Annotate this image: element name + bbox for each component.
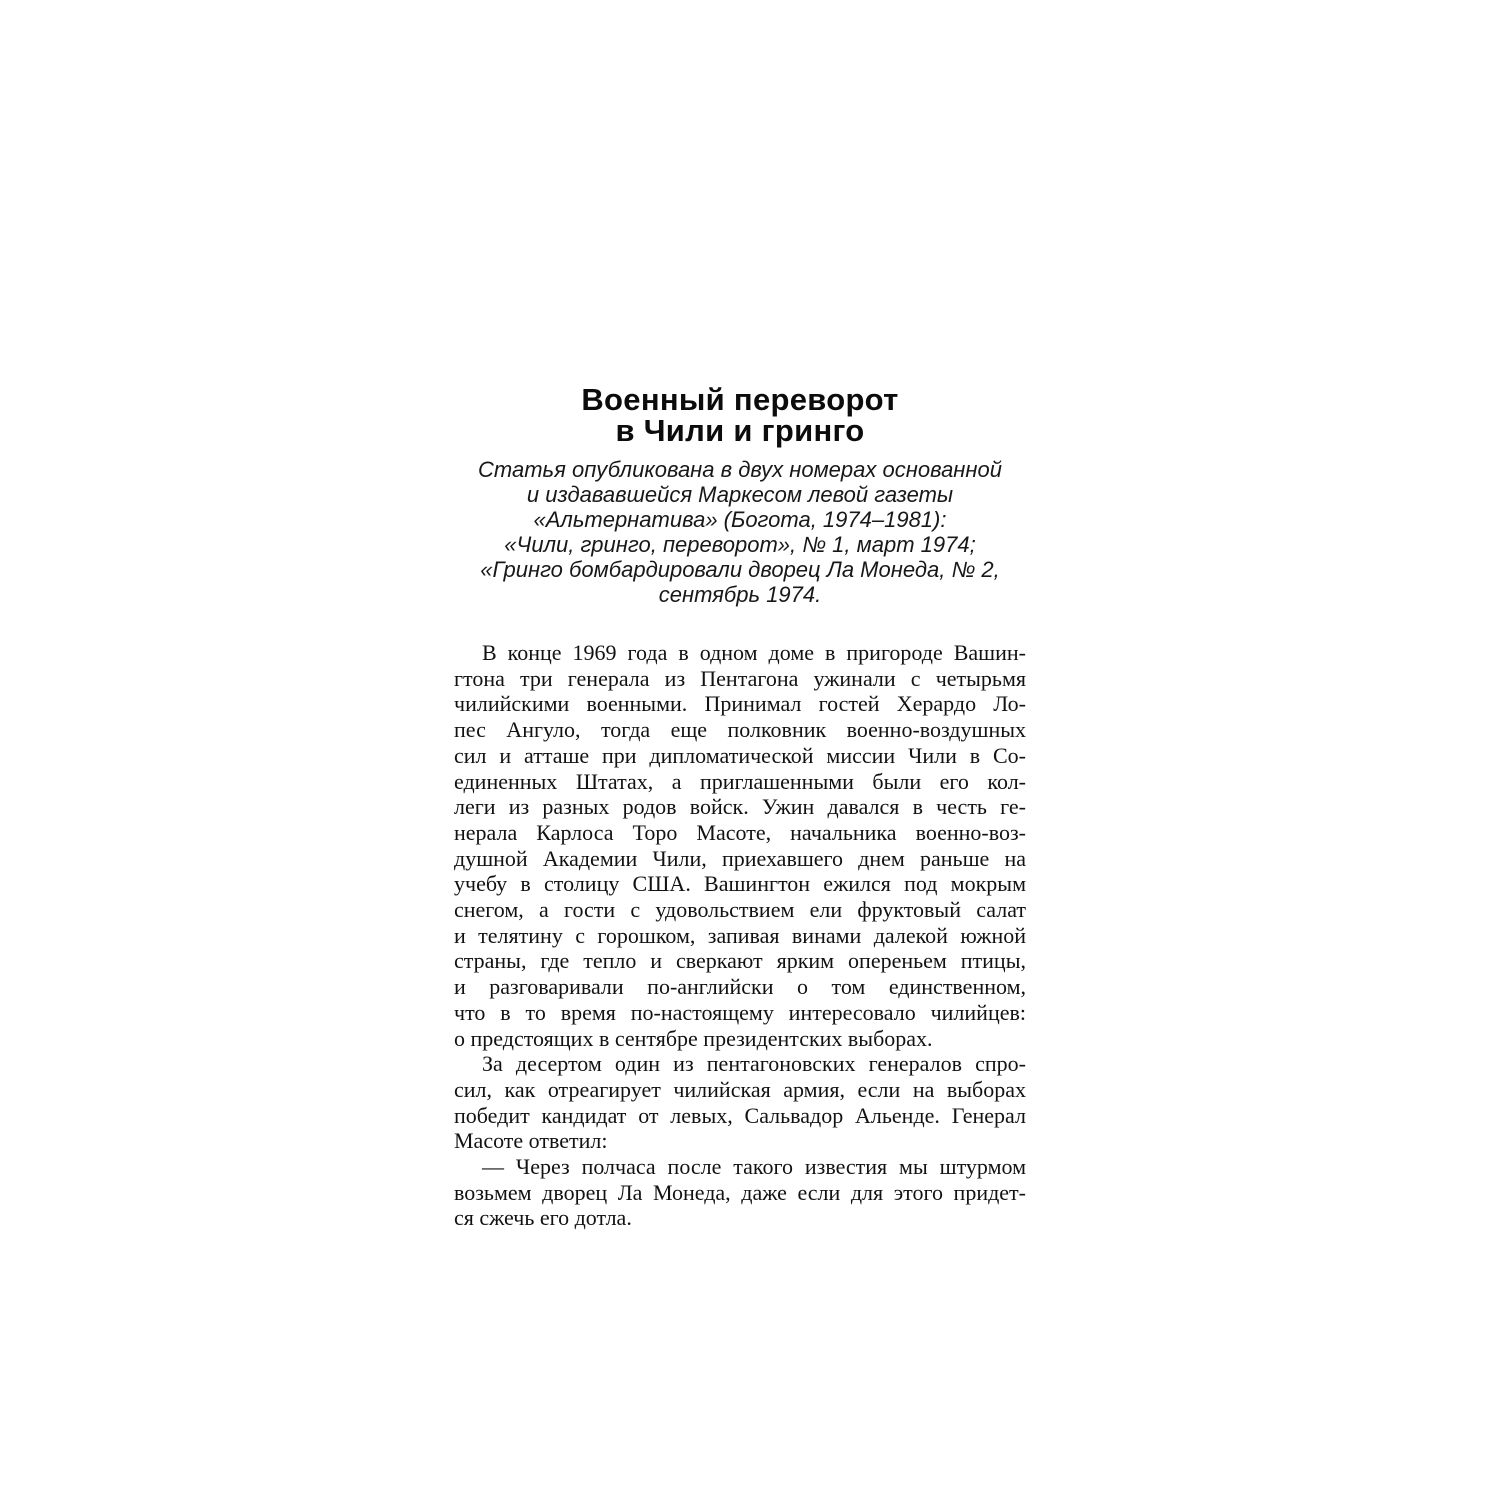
publication-note-line: «Чили, гринго, переворот», № 1, март 1974;: [504, 532, 976, 557]
body-line: ся сжечь его дотла.: [454, 1205, 632, 1231]
paragraph: [454, 640, 1026, 1051]
body-line: душной Академии Чили, приехавшего днем раньше на: [454, 845, 1026, 871]
body-line: чилийскими военными. Принимал гостей Херардо Ло-: [454, 691, 1026, 717]
paragraph: [454, 1051, 1026, 1154]
chapter-title-line: в Чили и гринго: [615, 413, 865, 448]
body-line: За десертом один из пентагоновских генералов спро-: [482, 1051, 1026, 1077]
chapter-title: [454, 384, 1026, 446]
body-line: и разговаривали по-английски о том единственном,: [454, 974, 1026, 1000]
body-line: и телятину с горошком, запивая винами далекой южной: [454, 922, 1026, 948]
body-line: нерала Карлоса Торо Масоте, начальника военно-воз-: [454, 819, 1026, 845]
publication-note: [454, 457, 1026, 607]
body-line: пес Ангуло, тогда еще полковник военно-воздушных: [454, 717, 1026, 743]
chapter-title-line: Военный переворот: [581, 382, 899, 417]
publication-note-line: сентябрь 1974.: [658, 582, 822, 607]
body-line: гтона три генерала из Пентагона ужинали с четырьмя: [454, 665, 1026, 691]
body-line: сил и атташе при дипломатической миссии Чили в Со-: [454, 742, 1026, 768]
body-line: о предстоящих в сентябре президентских выборах.: [454, 1025, 933, 1051]
publication-note-line: «Гринго бомбардировали дворец Ла Монеда, № 2,: [480, 557, 1000, 582]
publication-note-line: «Альтернатива» (Богота, 1974–1981):: [533, 507, 947, 532]
body-line: что в то время по-настоящему интересовало чилийцев:: [454, 999, 1026, 1025]
publication-note-line: и издававшейся Маркесом левой газеты: [526, 482, 954, 507]
paragraph: [454, 1154, 1026, 1231]
text-column: [454, 0, 1026, 1231]
publication-note-line: Статья опубликована в двух номерах основанной: [478, 457, 1002, 482]
body-text: [454, 640, 1026, 1231]
body-line: страны, где тепло и сверкают ярким опереньем птицы,: [454, 948, 1026, 974]
body-line: единенных Штатах, а приглашенными были его кол-: [454, 768, 1026, 794]
body-line: победит кандидат от левых, Сальвадор Альенде. Генерал: [454, 1102, 1026, 1128]
body-line: леги из разных родов войск. Ужин давался в честь ге-: [454, 794, 1026, 820]
body-line: учебу в столицу США. Вашингтон ежился под мокрым: [454, 871, 1026, 897]
body-line: возьмем дворец Ла Монеда, даже если для этого придет-: [454, 1179, 1026, 1205]
body-line: В конце 1969 года в одном доме в пригороде Вашин-: [482, 640, 1026, 665]
body-line: — Через полчаса после такого известия мы штурмом: [482, 1154, 1026, 1180]
body-line: сил, как отреагирует чилийская армия, если на выборах: [454, 1076, 1026, 1102]
body-line: Масоте ответил:: [454, 1128, 608, 1154]
body-line: снегом, а гости с удовольствием ели фруктовый салат: [454, 897, 1026, 923]
